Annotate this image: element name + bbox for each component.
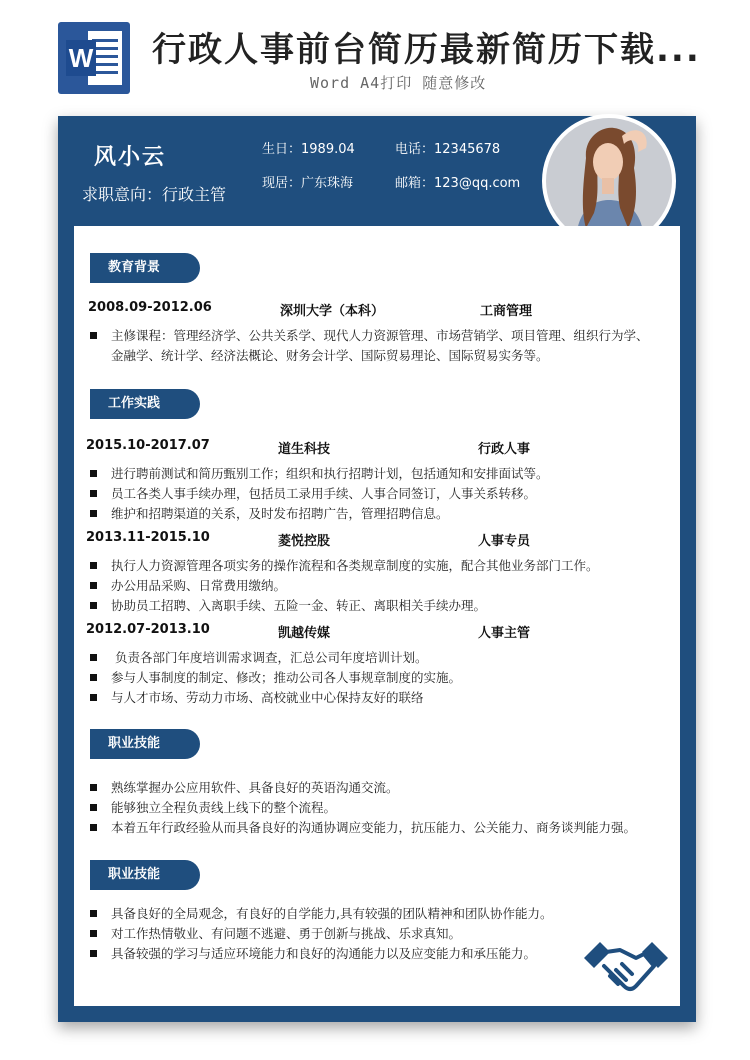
skills-item xyxy=(90,818,636,838)
job3-item xyxy=(90,668,461,688)
email-info: 邮箱：123@qq.com xyxy=(395,176,521,191)
job3-period: 2012.07-2013.10 xyxy=(86,622,210,637)
bullet-square xyxy=(90,602,97,609)
job3-item xyxy=(90,648,427,668)
word-letter: W xyxy=(66,40,96,76)
bullet-text: 具备较强的学习与适应环境能力和良好的沟通能力以及应变能力和承压能力。 xyxy=(111,946,537,961)
bullet-text: 本着五年行政经验从而具备良好的沟通协调应变能力，抗压能力、公关能力、商务谈判能力强。 xyxy=(111,820,637,835)
job3-company: 凯越传媒 xyxy=(278,626,331,641)
section-work-title: 工作实践 xyxy=(90,389,200,419)
resume-page xyxy=(58,116,696,1022)
self-item xyxy=(90,904,552,924)
bullet-square xyxy=(90,804,97,811)
bullet-square xyxy=(90,582,97,589)
word-icon xyxy=(58,22,130,94)
phone-info: 电话：12345678 xyxy=(395,142,501,157)
bullet-square xyxy=(90,910,97,917)
job3-item xyxy=(90,688,424,708)
bullet-text: 具备良好的全局观念，有良好的自学能力,具有较强的团队精神和团队协作能力。 xyxy=(111,906,553,921)
section-self-title: 职业技能 xyxy=(90,860,200,890)
bullet-square xyxy=(90,950,97,957)
file-header xyxy=(0,0,750,100)
skills-item xyxy=(90,798,336,818)
bullet-text: 熟练掌握办公应用软件、具备良好的英语沟通交流。 xyxy=(111,780,399,795)
bullet-square xyxy=(90,784,97,791)
bullet-text: 办公用品采购、日常费用缴纳。 xyxy=(111,578,287,593)
courses-text: 主修课程：管理经济学、公共关系学、现代人力资源管理、市场营销学、项目管理、组织行为学、金融学、统计学、经济法概论、财务会计学、国际贸易理论、国际贸易实务等。 xyxy=(111,328,649,363)
job-objective: 求职意向：行政主管 xyxy=(82,185,227,204)
candidate-name: 风小云 xyxy=(94,145,167,170)
bullet-square xyxy=(90,490,97,497)
bullet-text: 执行人力资源管理各项实务的操作流程和各类规章制度的实施，配合其他业务部门工作。 xyxy=(111,558,599,573)
bullet-square xyxy=(90,562,97,569)
bullet-text: 与人才市场、劳动力市场、高校就业中心保持友好的联络 xyxy=(111,690,424,705)
education-period: 2008.09-2012.06 xyxy=(88,300,212,315)
bullet-square xyxy=(90,470,97,477)
document-subtitle: Word A4打印 随意修改 xyxy=(310,74,487,92)
job1-item xyxy=(90,504,449,524)
bullet-text: 员工各类人事手续办理，包括员工录用手续、人事合同签订，人事关系转移。 xyxy=(111,486,537,501)
education-school: 深圳大学（本科） xyxy=(280,304,385,319)
job2-item xyxy=(90,596,486,616)
section-education-title: 教育背景 xyxy=(90,253,200,283)
bullet-text: 维护和招聘渠道的关系，及时发布招聘广告，管理招聘信息。 xyxy=(111,506,449,521)
bullet-square xyxy=(90,674,97,681)
education-courses xyxy=(90,326,650,366)
job2-item xyxy=(90,556,599,576)
job2-role: 人事专员 xyxy=(478,534,531,549)
bullet-text: 协助员工招聘、入离职手续、五险一金、转正、离职相关手续办理。 xyxy=(111,598,487,613)
location-info: 现居：广东珠海 xyxy=(262,176,354,191)
job2-item xyxy=(90,576,286,596)
section-skills-title: 职业技能 xyxy=(90,729,200,759)
bullet-text: 负责各部门年度培训需求调查，汇总公司年度培训计划。 xyxy=(111,650,428,665)
document-title[interactable]: 行政人事前台简历最新简历下载... xyxy=(152,30,701,70)
job1-item xyxy=(90,484,536,504)
bullet-square xyxy=(90,510,97,517)
job2-company: 菱悦控股 xyxy=(278,534,331,549)
bullet-square xyxy=(90,694,97,701)
bullet-text: 对工作热情敬业、有问题不逃避、勇于创新与挑战、乐求真知。 xyxy=(111,926,462,941)
bullet-square xyxy=(90,332,97,339)
job2-period: 2013.11-2015.10 xyxy=(86,530,210,545)
bullet-square xyxy=(90,654,97,661)
job1-company: 道生科技 xyxy=(278,442,331,457)
skills-item xyxy=(90,778,399,798)
birth-info: 生日：1989.04 xyxy=(262,142,355,157)
bullet-square xyxy=(90,930,97,937)
bullet-square xyxy=(90,824,97,831)
job1-role: 行政人事 xyxy=(478,442,531,457)
handshake-icon xyxy=(584,936,668,1000)
job3-role: 人事主管 xyxy=(478,626,531,641)
resume-body xyxy=(74,226,680,1006)
bullet-text: 能够独立全程负责线上线下的整个流程。 xyxy=(111,800,337,815)
bullet-text: 参与人事制度的制定、修改；推动公司各人事规章制度的实施。 xyxy=(111,670,462,685)
bullet-text: 进行聘前测试和简历甄别工作；组织和执行招聘计划，包括通知和安排面试等。 xyxy=(111,466,549,481)
job1-item xyxy=(90,464,549,484)
self-item xyxy=(90,924,461,944)
education-major: 工商管理 xyxy=(480,304,533,319)
job1-period: 2015.10-2017.07 xyxy=(86,438,210,453)
self-item xyxy=(90,944,536,964)
